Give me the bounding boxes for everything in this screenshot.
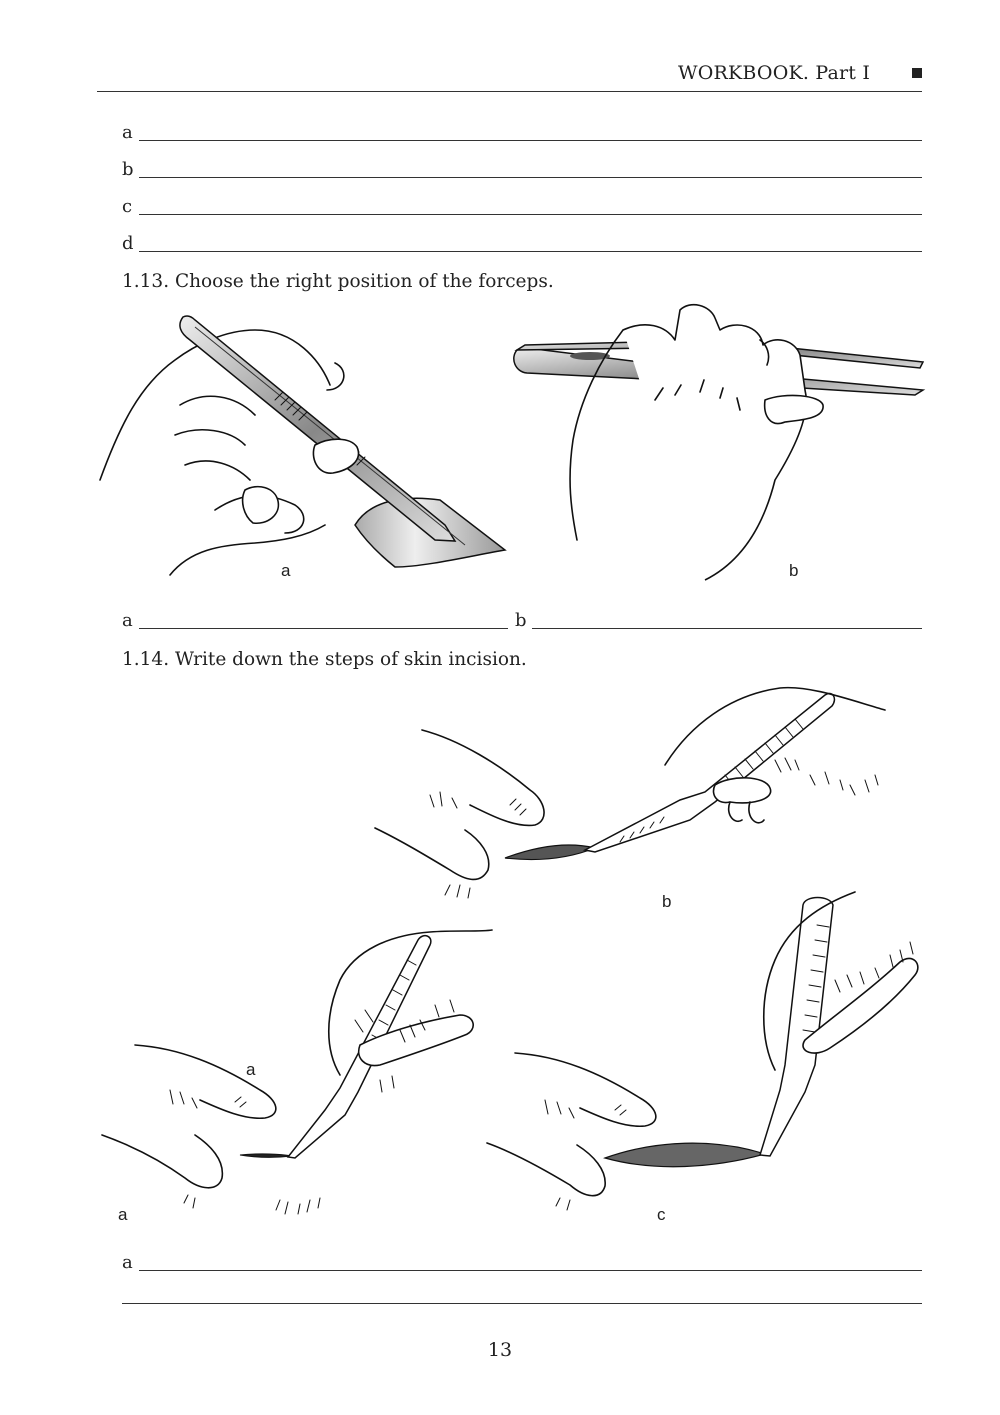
answer-label: b — [122, 159, 134, 180]
figure-label-b: b — [662, 892, 672, 911]
figure-label-b: b — [789, 561, 799, 580]
incision-illustration-b — [370, 680, 900, 905]
answer-line-1-13-b[interactable] — [515, 610, 922, 634]
answer-line-a[interactable] — [122, 122, 922, 146]
incision-illustration-a — [100, 920, 520, 1215]
header-square-mark — [912, 68, 922, 78]
figure-label-a: a — [281, 561, 291, 580]
answer-label: a — [122, 610, 133, 631]
question-number: 1.14. — [122, 649, 170, 670]
figure-label-a-inner: a — [246, 1060, 256, 1079]
answer-line-c[interactable] — [122, 196, 922, 220]
answer-label: b — [515, 610, 527, 631]
question-number: 1.13. — [122, 271, 170, 292]
answer-line-b[interactable] — [122, 159, 922, 183]
forceps-illustration-b — [505, 300, 925, 585]
answer-line-1-13-a[interactable] — [122, 610, 508, 634]
header-rule — [97, 91, 922, 92]
question-text: Choose the right position of the forceps. — [174, 271, 554, 292]
question-1-14 — [122, 649, 527, 670]
question-text: Write down the steps of skin incision. — [174, 649, 527, 670]
running-header: WORKBOOK. Part I — [678, 62, 871, 84]
answer-label: d — [122, 233, 134, 254]
figure-label-c: c — [657, 1205, 666, 1224]
forceps-illustration-a — [95, 305, 515, 590]
answer-line-1-14-a[interactable] — [122, 1252, 922, 1276]
figure-label-a: a — [118, 1205, 128, 1224]
answer-label: a — [122, 1252, 133, 1273]
answer-label: c — [122, 196, 133, 217]
page-number: 13 — [487, 1339, 513, 1361]
incision-illustration-c — [485, 880, 925, 1210]
answer-label: a — [122, 122, 133, 143]
question-1-13 — [122, 271, 554, 292]
answer-line-1-14-continued[interactable] — [122, 1303, 922, 1304]
answer-line-d[interactable] — [122, 233, 922, 257]
